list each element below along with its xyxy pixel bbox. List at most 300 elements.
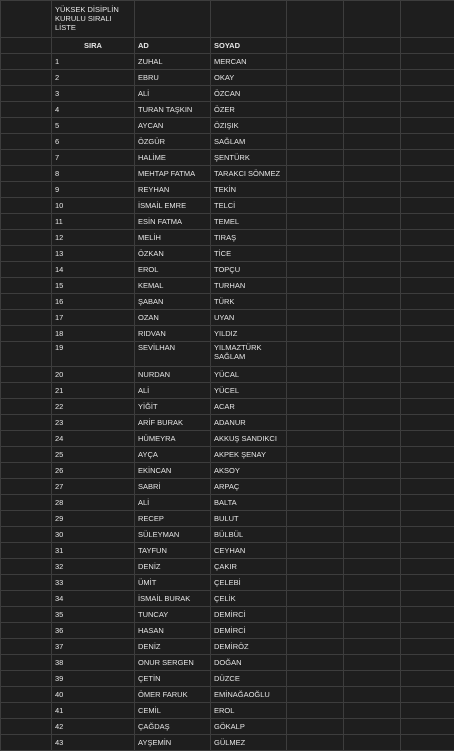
sira-cell[interactable]: 7 xyxy=(52,150,135,166)
empty-cell[interactable] xyxy=(287,719,344,735)
sira-cell[interactable]: 31 xyxy=(52,543,135,559)
ad-cell[interactable]: MELİH xyxy=(135,230,211,246)
empty-cell[interactable] xyxy=(287,342,344,367)
ad-cell[interactable]: ÜMİT xyxy=(135,575,211,591)
empty-cell[interactable] xyxy=(1,671,52,687)
soyad-cell[interactable]: ACAR xyxy=(211,399,287,415)
sira-cell[interactable]: 38 xyxy=(52,655,135,671)
empty-cell[interactable] xyxy=(287,447,344,463)
soyad-cell[interactable]: BÜLBÜL xyxy=(211,527,287,543)
sira-cell[interactable]: 22 xyxy=(52,399,135,415)
empty-cell[interactable] xyxy=(344,591,401,607)
empty-cell[interactable] xyxy=(344,639,401,655)
empty-cell[interactable] xyxy=(1,102,52,118)
ad-cell[interactable]: TUNCAY xyxy=(135,607,211,623)
empty-cell[interactable] xyxy=(401,246,454,262)
empty-cell[interactable] xyxy=(401,54,454,70)
sira-cell[interactable]: 28 xyxy=(52,495,135,511)
empty-cell[interactable] xyxy=(344,671,401,687)
empty-cell[interactable] xyxy=(287,54,344,70)
empty-cell[interactable] xyxy=(287,134,344,150)
empty-cell[interactable] xyxy=(1,495,52,511)
empty-cell[interactable] xyxy=(287,527,344,543)
ad-cell[interactable]: ARİF BURAK xyxy=(135,415,211,431)
sira-cell[interactable]: 16 xyxy=(52,294,135,310)
empty-cell[interactable] xyxy=(344,54,401,70)
empty-cell[interactable] xyxy=(401,230,454,246)
ad-cell[interactable]: EROL xyxy=(135,262,211,278)
empty-cell[interactable] xyxy=(1,230,52,246)
empty-cell[interactable] xyxy=(1,38,52,54)
empty-cell[interactable] xyxy=(344,326,401,342)
sira-cell[interactable]: 32 xyxy=(52,559,135,575)
empty-cell[interactable] xyxy=(287,246,344,262)
empty-cell[interactable] xyxy=(1,278,52,294)
empty-cell[interactable] xyxy=(287,118,344,134)
empty-cell[interactable] xyxy=(401,463,454,479)
empty-cell[interactable] xyxy=(344,687,401,703)
empty-cell[interactable] xyxy=(344,246,401,262)
sira-cell[interactable]: 1 xyxy=(52,54,135,70)
ad-cell[interactable]: RECEP xyxy=(135,511,211,527)
empty-cell[interactable] xyxy=(344,230,401,246)
soyad-cell[interactable]: CEYHAN xyxy=(211,543,287,559)
empty-cell[interactable] xyxy=(344,463,401,479)
empty-cell[interactable] xyxy=(1,367,52,383)
soyad-cell[interactable]: DOĞAN xyxy=(211,655,287,671)
soyad-cell[interactable]: ÇELEBİ xyxy=(211,575,287,591)
ad-cell[interactable]: ÖMER FARUK xyxy=(135,687,211,703)
empty-cell[interactable] xyxy=(287,703,344,719)
empty-cell[interactable] xyxy=(1,607,52,623)
soyad-cell[interactable]: TIRAŞ xyxy=(211,230,287,246)
sira-cell[interactable]: 27 xyxy=(52,479,135,495)
soyad-cell[interactable]: DEMİRCİ xyxy=(211,623,287,639)
empty-cell[interactable] xyxy=(344,655,401,671)
empty-cell[interactable] xyxy=(344,447,401,463)
empty-cell[interactable] xyxy=(287,591,344,607)
empty-cell[interactable] xyxy=(287,399,344,415)
empty-cell[interactable] xyxy=(401,671,454,687)
ad-cell[interactable]: ONUR SERGEN xyxy=(135,655,211,671)
ad-cell[interactable]: RIDVAN xyxy=(135,326,211,342)
empty-cell[interactable] xyxy=(344,102,401,118)
ad-cell[interactable]: İSMAİL EMRE xyxy=(135,198,211,214)
empty-cell[interactable] xyxy=(401,447,454,463)
ad-cell[interactable]: AYCAN xyxy=(135,118,211,134)
empty-cell[interactable] xyxy=(344,342,401,367)
empty-cell[interactable] xyxy=(344,38,401,54)
empty-cell[interactable] xyxy=(287,511,344,527)
empty-cell[interactable] xyxy=(1,70,52,86)
empty-cell[interactable] xyxy=(401,383,454,399)
soyad-cell[interactable]: BULUT xyxy=(211,511,287,527)
empty-cell[interactable] xyxy=(401,655,454,671)
empty-cell[interactable] xyxy=(287,230,344,246)
empty-cell[interactable] xyxy=(344,367,401,383)
soyad-cell[interactable]: AKPEK ŞENAY xyxy=(211,447,287,463)
empty-cell[interactable] xyxy=(344,479,401,495)
sira-cell[interactable]: 15 xyxy=(52,278,135,294)
empty-cell[interactable] xyxy=(287,463,344,479)
empty-cell[interactable] xyxy=(1,1,52,38)
ad-cell[interactable]: SÜLEYMAN xyxy=(135,527,211,543)
sira-cell[interactable]: 8 xyxy=(52,166,135,182)
soyad-cell[interactable]: TARAKCI SÖNMEZ xyxy=(211,166,287,182)
sira-cell[interactable]: 12 xyxy=(52,230,135,246)
empty-cell[interactable] xyxy=(287,182,344,198)
empty-cell[interactable] xyxy=(401,214,454,230)
empty-cell[interactable] xyxy=(401,294,454,310)
empty-cell[interactable] xyxy=(344,607,401,623)
sira-cell[interactable]: 34 xyxy=(52,591,135,607)
header-ad[interactable]: AD xyxy=(135,38,211,54)
sira-cell[interactable]: 5 xyxy=(52,118,135,134)
empty-cell[interactable] xyxy=(1,214,52,230)
empty-cell[interactable] xyxy=(1,54,52,70)
empty-cell[interactable] xyxy=(1,511,52,527)
empty-cell[interactable] xyxy=(287,150,344,166)
soyad-cell[interactable]: YÜCEL xyxy=(211,383,287,399)
soyad-cell[interactable]: ÇAKIR xyxy=(211,559,287,575)
empty-cell[interactable] xyxy=(401,607,454,623)
ad-cell[interactable]: ALİ xyxy=(135,86,211,102)
empty-cell[interactable] xyxy=(1,447,52,463)
empty-cell[interactable] xyxy=(287,262,344,278)
empty-cell[interactable] xyxy=(401,559,454,575)
sira-cell[interactable]: 10 xyxy=(52,198,135,214)
sira-cell[interactable]: 30 xyxy=(52,527,135,543)
empty-cell[interactable] xyxy=(344,86,401,102)
empty-cell[interactable] xyxy=(344,70,401,86)
empty-cell[interactable] xyxy=(287,607,344,623)
sira-cell[interactable]: 21 xyxy=(52,383,135,399)
empty-cell[interactable] xyxy=(287,495,344,511)
ad-cell[interactable]: ÇAĞDAŞ xyxy=(135,719,211,735)
soyad-cell[interactable]: TURHAN xyxy=(211,278,287,294)
empty-cell[interactable] xyxy=(1,463,52,479)
empty-cell[interactable] xyxy=(1,86,52,102)
sira-cell[interactable]: 29 xyxy=(52,511,135,527)
ad-cell[interactable]: HASAN xyxy=(135,623,211,639)
empty-cell[interactable] xyxy=(344,278,401,294)
empty-cell[interactable] xyxy=(401,479,454,495)
empty-cell[interactable] xyxy=(1,182,52,198)
soyad-cell[interactable]: ADANUR xyxy=(211,415,287,431)
soyad-cell[interactable]: SAĞLAM xyxy=(211,134,287,150)
empty-cell[interactable] xyxy=(344,383,401,399)
ad-cell[interactable]: EKİNCAN xyxy=(135,463,211,479)
empty-cell[interactable] xyxy=(287,671,344,687)
ad-cell[interactable]: AYŞEMİN xyxy=(135,735,211,751)
empty-cell[interactable] xyxy=(1,383,52,399)
empty-cell[interactable] xyxy=(287,1,344,38)
sira-cell[interactable]: 19 xyxy=(52,342,135,367)
empty-cell[interactable] xyxy=(401,70,454,86)
sira-cell[interactable]: 9 xyxy=(52,182,135,198)
empty-cell[interactable] xyxy=(287,38,344,54)
empty-cell[interactable] xyxy=(1,166,52,182)
header-soyad[interactable]: SOYAD xyxy=(211,38,287,54)
empty-cell[interactable] xyxy=(211,1,287,38)
ad-cell[interactable]: MEHTAP FATMA xyxy=(135,166,211,182)
sira-cell[interactable]: 35 xyxy=(52,607,135,623)
ad-cell[interactable]: OZAN xyxy=(135,310,211,326)
ad-cell[interactable]: ŞABAN xyxy=(135,294,211,310)
empty-cell[interactable] xyxy=(1,198,52,214)
empty-cell[interactable] xyxy=(1,431,52,447)
empty-cell[interactable] xyxy=(1,150,52,166)
sira-cell[interactable]: 17 xyxy=(52,310,135,326)
empty-cell[interactable] xyxy=(344,118,401,134)
empty-cell[interactable] xyxy=(344,543,401,559)
empty-cell[interactable] xyxy=(1,719,52,735)
empty-cell[interactable] xyxy=(287,575,344,591)
empty-cell[interactable] xyxy=(344,559,401,575)
sira-cell[interactable]: 24 xyxy=(52,431,135,447)
empty-cell[interactable] xyxy=(1,262,52,278)
empty-cell[interactable] xyxy=(401,326,454,342)
soyad-cell[interactable]: AKSOY xyxy=(211,463,287,479)
empty-cell[interactable] xyxy=(1,118,52,134)
empty-cell[interactable] xyxy=(344,495,401,511)
empty-cell[interactable] xyxy=(401,703,454,719)
empty-cell[interactable] xyxy=(287,294,344,310)
empty-cell[interactable] xyxy=(287,367,344,383)
ad-cell[interactable]: KEMAL xyxy=(135,278,211,294)
soyad-cell[interactable]: YÜCAL xyxy=(211,367,287,383)
sira-cell[interactable]: 3 xyxy=(52,86,135,102)
empty-cell[interactable] xyxy=(1,735,52,751)
empty-cell[interactable] xyxy=(401,623,454,639)
sira-cell[interactable]: 25 xyxy=(52,447,135,463)
empty-cell[interactable] xyxy=(1,415,52,431)
empty-cell[interactable] xyxy=(1,575,52,591)
soyad-cell[interactable]: TİCE xyxy=(211,246,287,262)
empty-cell[interactable] xyxy=(344,735,401,751)
empty-cell[interactable] xyxy=(1,479,52,495)
sira-cell[interactable]: 39 xyxy=(52,671,135,687)
sira-cell[interactable]: 33 xyxy=(52,575,135,591)
sira-cell[interactable]: 36 xyxy=(52,623,135,639)
empty-cell[interactable] xyxy=(287,655,344,671)
ad-cell[interactable]: AYÇA xyxy=(135,447,211,463)
ad-cell[interactable]: NURDAN xyxy=(135,367,211,383)
soyad-cell[interactable]: ÇELİK xyxy=(211,591,287,607)
empty-cell[interactable] xyxy=(287,735,344,751)
empty-cell[interactable] xyxy=(1,639,52,655)
sira-cell[interactable]: 11 xyxy=(52,214,135,230)
empty-cell[interactable] xyxy=(401,102,454,118)
empty-cell[interactable] xyxy=(287,383,344,399)
sira-cell[interactable]: 26 xyxy=(52,463,135,479)
empty-cell[interactable] xyxy=(287,278,344,294)
empty-cell[interactable] xyxy=(287,639,344,655)
empty-cell[interactable] xyxy=(1,623,52,639)
empty-cell[interactable] xyxy=(287,431,344,447)
empty-cell[interactable] xyxy=(287,559,344,575)
soyad-cell[interactable]: TELCİ xyxy=(211,198,287,214)
sira-cell[interactable]: 42 xyxy=(52,719,135,735)
empty-cell[interactable] xyxy=(401,278,454,294)
empty-cell[interactable] xyxy=(344,399,401,415)
sira-cell[interactable]: 2 xyxy=(52,70,135,86)
sira-cell[interactable]: 18 xyxy=(52,326,135,342)
empty-cell[interactable] xyxy=(287,415,344,431)
sira-cell[interactable]: 40 xyxy=(52,687,135,703)
ad-cell[interactable]: ALİ xyxy=(135,495,211,511)
empty-cell[interactable] xyxy=(344,166,401,182)
empty-cell[interactable] xyxy=(401,134,454,150)
empty-cell[interactable] xyxy=(401,166,454,182)
empty-cell[interactable] xyxy=(287,623,344,639)
empty-cell[interactable] xyxy=(1,687,52,703)
soyad-cell[interactable]: DEMİRÖZ xyxy=(211,639,287,655)
empty-cell[interactable] xyxy=(1,591,52,607)
empty-cell[interactable] xyxy=(401,543,454,559)
soyad-cell[interactable]: MERCAN xyxy=(211,54,287,70)
soyad-cell[interactable]: EMİNAĞAOĞLU xyxy=(211,687,287,703)
empty-cell[interactable] xyxy=(344,703,401,719)
empty-cell[interactable] xyxy=(401,639,454,655)
empty-cell[interactable] xyxy=(401,86,454,102)
empty-cell[interactable] xyxy=(344,214,401,230)
empty-cell[interactable] xyxy=(401,310,454,326)
ad-cell[interactable]: SEVİLHAN xyxy=(135,342,211,367)
sira-cell[interactable]: 41 xyxy=(52,703,135,719)
soyad-cell[interactable]: GÜLMEZ xyxy=(211,735,287,751)
ad-cell[interactable]: TURAN TAŞKIN xyxy=(135,102,211,118)
empty-cell[interactable] xyxy=(344,310,401,326)
soyad-cell[interactable]: EROL xyxy=(211,703,287,719)
empty-cell[interactable] xyxy=(344,134,401,150)
sira-cell[interactable]: 20 xyxy=(52,367,135,383)
sira-cell[interactable]: 6 xyxy=(52,134,135,150)
ad-cell[interactable]: ZUHAL xyxy=(135,54,211,70)
empty-cell[interactable] xyxy=(1,399,52,415)
empty-cell[interactable] xyxy=(1,134,52,150)
empty-cell[interactable] xyxy=(344,150,401,166)
empty-cell[interactable] xyxy=(344,198,401,214)
empty-cell[interactable] xyxy=(287,479,344,495)
empty-cell[interactable] xyxy=(401,182,454,198)
soyad-cell[interactable]: UYAN xyxy=(211,310,287,326)
ad-cell[interactable]: HÜMEYRA xyxy=(135,431,211,447)
ad-cell[interactable]: ALİ xyxy=(135,383,211,399)
empty-cell[interactable] xyxy=(1,703,52,719)
empty-cell[interactable] xyxy=(1,326,52,342)
soyad-cell[interactable]: TEKİN xyxy=(211,182,287,198)
empty-cell[interactable] xyxy=(344,623,401,639)
empty-cell[interactable] xyxy=(287,310,344,326)
sira-cell[interactable]: 23 xyxy=(52,415,135,431)
soyad-cell[interactable]: TÜRK xyxy=(211,294,287,310)
ad-cell[interactable]: HALİME xyxy=(135,150,211,166)
empty-cell[interactable] xyxy=(287,70,344,86)
empty-cell[interactable] xyxy=(1,342,52,367)
soyad-cell[interactable]: TOPÇU xyxy=(211,262,287,278)
empty-cell[interactable] xyxy=(401,415,454,431)
empty-cell[interactable] xyxy=(287,543,344,559)
soyad-cell[interactable]: DÜZCE xyxy=(211,671,287,687)
empty-cell[interactable] xyxy=(344,262,401,278)
empty-cell[interactable] xyxy=(344,1,401,38)
empty-cell[interactable] xyxy=(1,655,52,671)
soyad-cell[interactable]: YILDIZ xyxy=(211,326,287,342)
empty-cell[interactable] xyxy=(1,246,52,262)
ad-cell[interactable]: ÇETİN xyxy=(135,671,211,687)
soyad-cell[interactable]: ÖZIŞIK xyxy=(211,118,287,134)
empty-cell[interactable] xyxy=(401,431,454,447)
ad-cell[interactable]: DENİZ xyxy=(135,559,211,575)
soyad-cell[interactable]: GÖKALP xyxy=(211,719,287,735)
ad-cell[interactable]: REYHAN xyxy=(135,182,211,198)
empty-cell[interactable] xyxy=(287,198,344,214)
empty-cell[interactable] xyxy=(401,118,454,134)
sira-cell[interactable]: 43 xyxy=(52,735,135,751)
empty-cell[interactable] xyxy=(344,431,401,447)
ad-cell[interactable]: TAYFUN xyxy=(135,543,211,559)
empty-cell[interactable] xyxy=(287,102,344,118)
soyad-cell[interactable]: ÖZER xyxy=(211,102,287,118)
empty-cell[interactable] xyxy=(1,559,52,575)
empty-cell[interactable] xyxy=(401,735,454,751)
ad-cell[interactable]: İSMAİL BURAK xyxy=(135,591,211,607)
sira-cell[interactable]: 14 xyxy=(52,262,135,278)
empty-cell[interactable] xyxy=(344,511,401,527)
ad-cell[interactable]: ESİN FATMA xyxy=(135,214,211,230)
soyad-cell[interactable]: YILMAZTÜRK SAĞLAM xyxy=(211,342,287,367)
empty-cell[interactable] xyxy=(1,543,52,559)
empty-cell[interactable] xyxy=(401,1,454,38)
empty-cell[interactable] xyxy=(287,687,344,703)
empty-cell[interactable] xyxy=(344,182,401,198)
sira-cell[interactable]: 37 xyxy=(52,639,135,655)
empty-cell[interactable] xyxy=(287,326,344,342)
soyad-cell[interactable]: ARPAÇ xyxy=(211,479,287,495)
title-cell[interactable]: YÜKSEK DİSİPLİN KURULU SIRALI LİSTE xyxy=(52,1,135,38)
ad-cell[interactable]: EBRU xyxy=(135,70,211,86)
empty-cell[interactable] xyxy=(401,511,454,527)
ad-cell[interactable]: YİĞİT xyxy=(135,399,211,415)
empty-cell[interactable] xyxy=(401,591,454,607)
ad-cell[interactable]: DENİZ xyxy=(135,639,211,655)
ad-cell[interactable]: CEMİL xyxy=(135,703,211,719)
empty-cell[interactable] xyxy=(401,719,454,735)
ad-cell[interactable]: ÖZKAN xyxy=(135,246,211,262)
empty-cell[interactable] xyxy=(344,527,401,543)
empty-cell[interactable] xyxy=(287,214,344,230)
empty-cell[interactable] xyxy=(401,575,454,591)
empty-cell[interactable] xyxy=(344,415,401,431)
empty-cell[interactable] xyxy=(401,150,454,166)
empty-cell[interactable] xyxy=(401,262,454,278)
empty-cell[interactable] xyxy=(401,399,454,415)
empty-cell[interactable] xyxy=(401,367,454,383)
soyad-cell[interactable]: ÖZCAN xyxy=(211,86,287,102)
empty-cell[interactable] xyxy=(401,527,454,543)
empty-cell[interactable] xyxy=(287,86,344,102)
sira-cell[interactable]: 13 xyxy=(52,246,135,262)
soyad-cell[interactable]: AKKUŞ SANDIKCI xyxy=(211,431,287,447)
soyad-cell[interactable]: DEMİRCİ xyxy=(211,607,287,623)
empty-cell[interactable] xyxy=(135,1,211,38)
sira-cell[interactable]: 4 xyxy=(52,102,135,118)
ad-cell[interactable]: SABRİ xyxy=(135,479,211,495)
empty-cell[interactable] xyxy=(401,687,454,703)
empty-cell[interactable] xyxy=(1,527,52,543)
soyad-cell[interactable]: BALTA xyxy=(211,495,287,511)
